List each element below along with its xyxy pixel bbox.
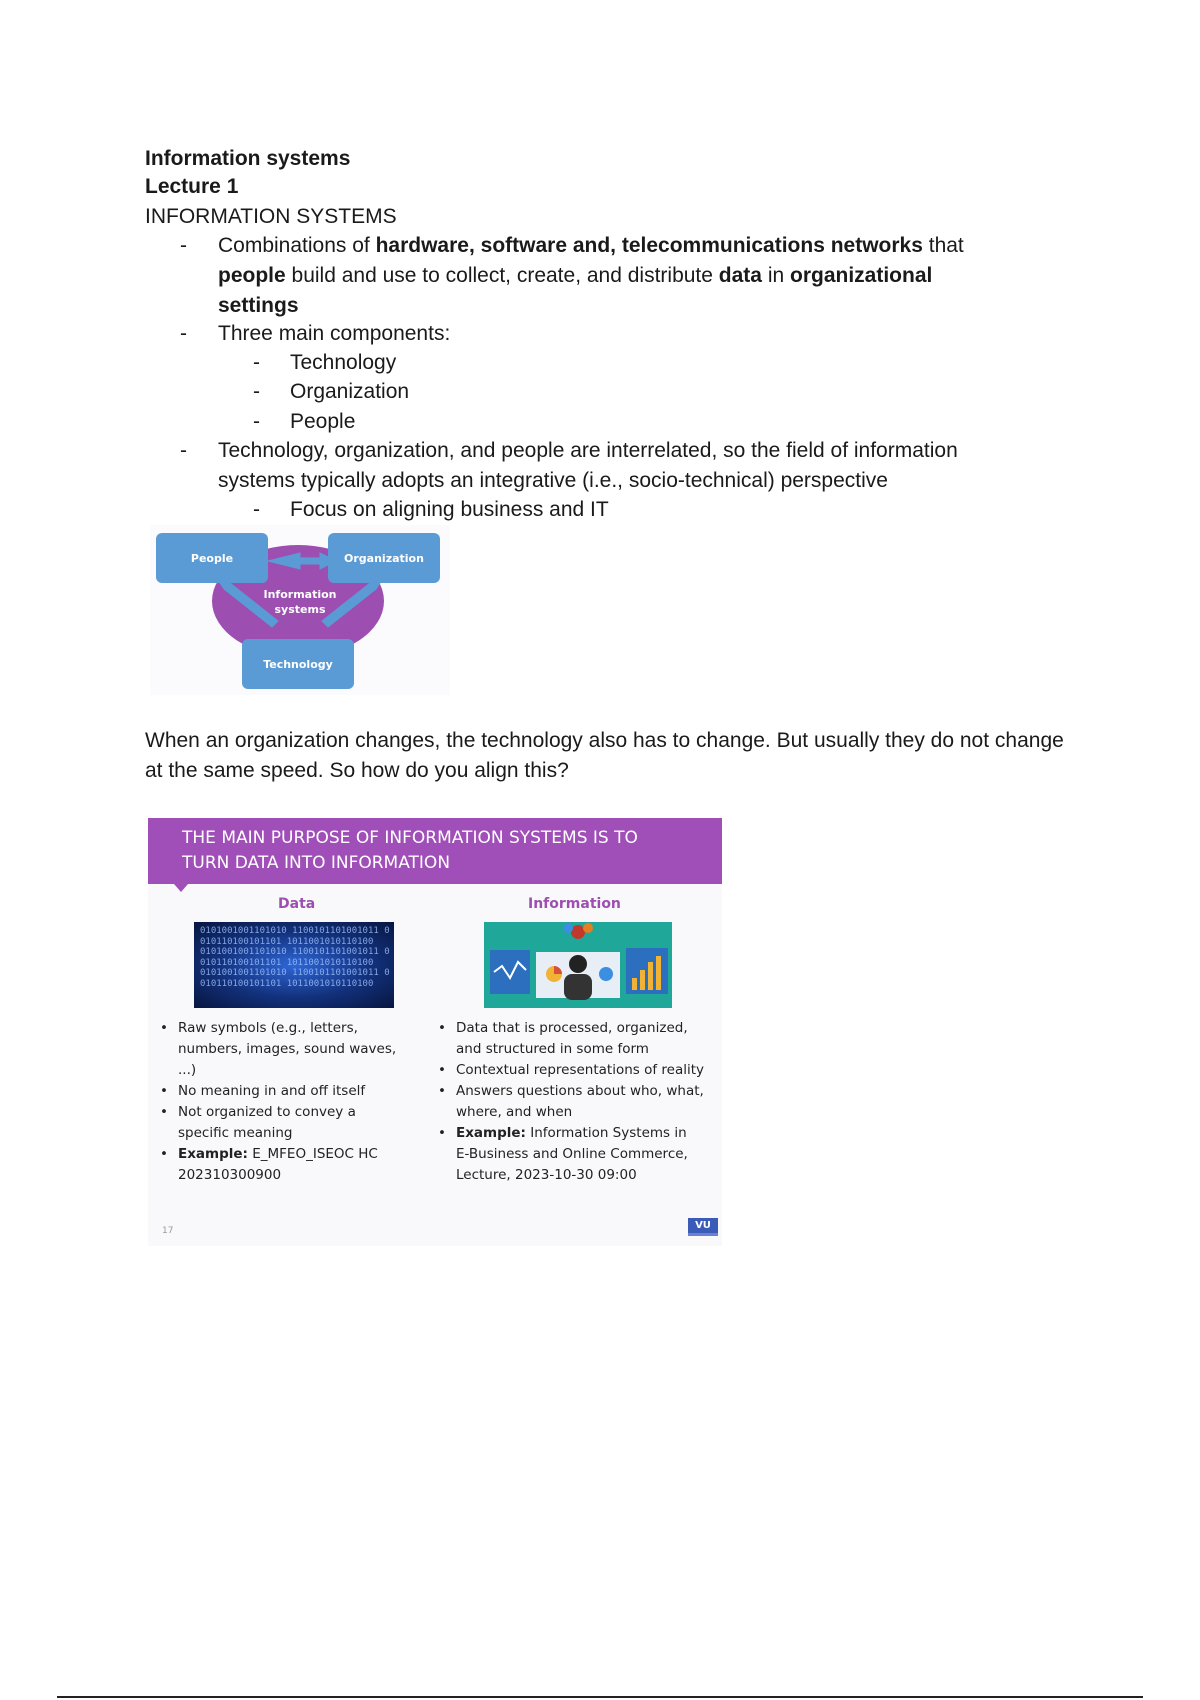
diagram-organization-box: Organization <box>328 533 440 583</box>
page-bottom-rule <box>57 1696 1143 1698</box>
bullet-interrelated-line2: systems typically adopts an integrative (i.e., socio-technical) perspective <box>218 469 888 492</box>
example-label: Example: <box>178 1146 248 1162</box>
information-bullet-item <box>434 1123 704 1186</box>
b1_line2-run: organizational <box>790 264 933 287</box>
lecture-slide <box>148 818 722 1246</box>
document-title: Information systems <box>145 147 351 170</box>
sub-bullet-dash: - <box>253 351 260 374</box>
b1_line1-run: hardware, software and, telecommunications networks <box>375 234 923 257</box>
person-body <box>564 974 592 1000</box>
diagram-technology-box: Technology <box>242 639 354 689</box>
socio-technical-diagram <box>150 525 450 695</box>
screen-left <box>490 950 530 994</box>
bullet-text: Raw symbols (e.g., letters, numbers, images, sound waves, ...) <box>178 1020 397 1078</box>
dashboard-illustration <box>484 922 672 1008</box>
b1_line2-run: in <box>761 264 790 287</box>
information-bullet-list <box>434 1018 704 1186</box>
banner-pointer <box>174 884 188 894</box>
sub-bullet-dash: - <box>253 410 260 433</box>
bullet-text: E_MFEO_ISEOC HC 202310300900 <box>178 1146 378 1183</box>
bullet-text: Data that is processed, organized, and structured in some form <box>456 1020 688 1057</box>
donut-icon <box>599 967 613 981</box>
binary-data-image <box>194 922 394 1008</box>
data-bullet-item <box>156 1102 406 1144</box>
bullet-text: Contextual representations of reality <box>456 1062 705 1078</box>
example-label: Example: <box>456 1125 526 1141</box>
people-organization-arrow <box>268 553 336 569</box>
component-item: Technology <box>290 351 397 374</box>
slide-number: 17 <box>162 1226 174 1236</box>
center-label-line1: Information <box>263 588 337 601</box>
bullet-definition-line1 <box>218 232 964 260</box>
component-item: Organization <box>290 380 410 403</box>
b1_line2-run: people <box>218 264 286 287</box>
information-dashboard-image <box>484 922 672 1008</box>
sub-bullet-dash: - <box>253 498 260 521</box>
bullet-text: Information Systems in E-Business and Online Commerce, Lecture, 2023-10-30 09:00 <box>456 1125 688 1183</box>
information-bullet-item <box>434 1018 704 1060</box>
information-bullet-item <box>434 1060 704 1081</box>
b1_line2-run: data <box>718 264 762 287</box>
bullet-dash: - <box>180 322 187 345</box>
bullet-dash: - <box>180 234 187 257</box>
sub-bullet-alignment: Focus on aligning business and IT <box>290 498 609 521</box>
binary-row: 0101001001101010 1100101101001011 0010110100101101 1011001010110100 <box>200 947 390 968</box>
b1_line1-run: Combinations of <box>218 234 376 257</box>
center-label-line2: systems <box>274 603 326 616</box>
data-column-title: Data <box>278 896 316 912</box>
data-bullet-item <box>156 1081 406 1102</box>
b1_line1-run: that <box>922 234 964 257</box>
data-bullet-list <box>156 1018 406 1186</box>
person-head <box>569 955 587 973</box>
b1_line2-run: build and use to collect, create, and distribute <box>285 264 719 287</box>
vu-logo: VU <box>688 1218 718 1236</box>
slide-banner <box>148 818 722 884</box>
bullet-interrelated-line1: Technology, organization, and people are interrelated, so the field of information <box>218 439 958 462</box>
slide-banner-line1: THE MAIN PURPOSE OF INFORMATION SYSTEMS IS TO <box>182 828 638 848</box>
gear-icon <box>571 925 585 939</box>
bullet-text: Not organized to convey a specific meaning <box>178 1104 356 1141</box>
bullet-text: No meaning in and off itself <box>178 1083 366 1099</box>
bullet-definition-line3: settings <box>218 294 299 317</box>
bullet-dash: - <box>180 439 187 462</box>
diagram-people-box: People <box>156 533 268 583</box>
bullet-definition-line2 <box>218 262 932 290</box>
information-bullet-item <box>434 1081 704 1123</box>
lecture-heading: Lecture 1 <box>145 175 239 198</box>
data-bullet-item <box>156 1144 406 1186</box>
diagram-center-label <box>245 587 355 617</box>
information-column-title: Information <box>528 896 621 912</box>
binary-digits <box>200 926 390 989</box>
bullet-components: Three main components: <box>218 322 451 345</box>
alignment-paragraph: When an organization changes, the technology also has to change. But usually they do not change at the same speed. So how do you align this? <box>145 729 1064 782</box>
data-bullet-item <box>156 1018 406 1081</box>
bullet-text: Answers questions about who, what, where, and when <box>456 1083 704 1120</box>
section-heading: INFORMATION SYSTEMS <box>145 205 397 228</box>
binary-row: 0101001001101010 1100101101001011 0010110100101101 1011001010110100 <box>200 968 390 989</box>
slide-banner-line2: TURN DATA INTO INFORMATION <box>182 853 451 873</box>
component-item: People <box>290 410 356 433</box>
sub-bullet-dash: - <box>253 380 260 403</box>
binary-row: 0101001001101010 1100101101001011 0010110100101101 1011001010110100 <box>200 926 390 947</box>
